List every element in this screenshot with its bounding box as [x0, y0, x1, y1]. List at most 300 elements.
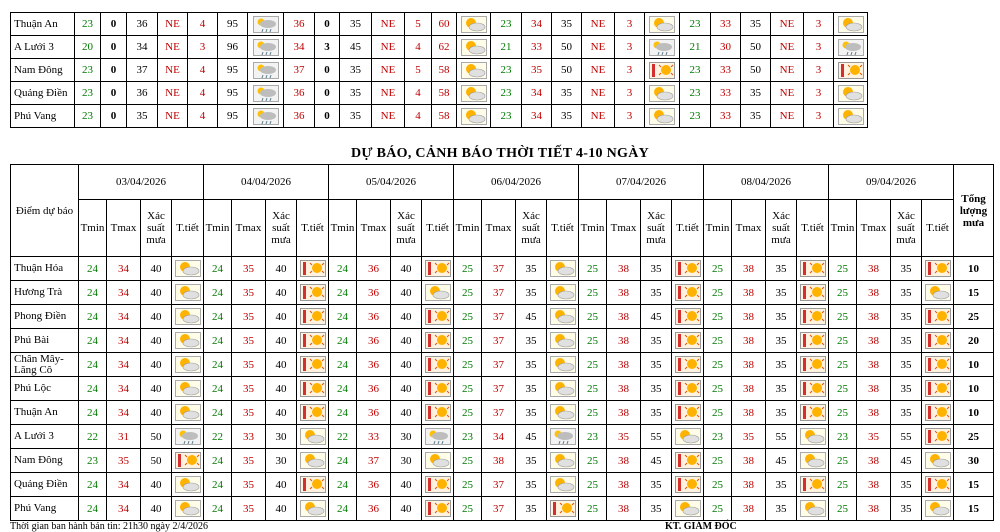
- table-row: [11, 377, 994, 401]
- tmin-value: 23: [704, 425, 732, 449]
- tmax-value: 38: [732, 473, 766, 497]
- tmin-value: 25: [704, 329, 732, 353]
- rain-probability: 45: [766, 449, 797, 473]
- tmax-value: 35: [232, 449, 266, 473]
- rain-probability: 55: [641, 425, 672, 449]
- weather-icon-cell: [922, 305, 954, 329]
- weather-icon-cell: [297, 329, 329, 353]
- weather-icon-cell: [297, 473, 329, 497]
- date-header: 06/04/2026: [454, 165, 579, 200]
- sun-cloud-icon: [838, 85, 864, 102]
- weather-icon-cell: [248, 13, 284, 36]
- tmax-value: 38: [857, 353, 891, 377]
- rain-probability: 50: [141, 449, 172, 473]
- sun-cloud-icon: [550, 380, 576, 397]
- rain-probability: 35: [891, 257, 922, 281]
- cloud-rain-icon: [253, 62, 279, 79]
- total-rain-value: 10: [954, 257, 994, 281]
- wind-speed: 3: [188, 36, 218, 59]
- cloud-rain-icon: [253, 85, 279, 102]
- tmax-value: 33: [232, 425, 266, 449]
- tmin-subheader: Tmin: [579, 200, 607, 257]
- pop-subheader: Xác suất mưa: [391, 200, 422, 257]
- pop-subheader: Xác suất mưa: [766, 200, 797, 257]
- weather-icon-cell: [922, 377, 954, 401]
- tmax-value: 33: [357, 425, 391, 449]
- tmin-value: 25: [454, 353, 482, 377]
- hot-icon: [800, 284, 826, 301]
- sun-cloud-icon: [175, 404, 201, 421]
- tmax-value: 38: [732, 257, 766, 281]
- weather-icon-cell: [248, 59, 284, 82]
- hot-icon: [675, 284, 701, 301]
- tmin-value: 25: [579, 473, 607, 497]
- wind-speed: 3: [615, 13, 645, 36]
- value: 35: [552, 13, 582, 36]
- tmin-value: 25: [829, 257, 857, 281]
- rain-probability: 35: [641, 473, 672, 497]
- tmin-value: 25: [579, 257, 607, 281]
- sun-cloud-icon: [175, 476, 201, 493]
- station-name: Phú Vang: [11, 497, 79, 521]
- tmax-value: 37: [482, 305, 516, 329]
- total-rain-value: 20: [954, 329, 994, 353]
- tmax-value: 38: [607, 497, 641, 521]
- hot-icon: [300, 284, 326, 301]
- weather-icon-cell: [922, 449, 954, 473]
- tmin-value: 25: [579, 497, 607, 521]
- weather-icon-cell: [248, 105, 284, 128]
- rain-probability: 45: [641, 449, 672, 473]
- tmin-value: 23: [680, 13, 711, 36]
- wind-direction: NE: [771, 13, 804, 36]
- wind-direction: NE: [582, 59, 615, 82]
- tmin-value: 25: [829, 401, 857, 425]
- wind-speed: 4: [188, 105, 218, 128]
- hot-icon: [675, 356, 701, 373]
- tmin-value: 23: [75, 82, 101, 105]
- tmin-value: 25: [704, 305, 732, 329]
- tmax-value: 35: [232, 281, 266, 305]
- tmax-value: 36: [284, 82, 315, 105]
- tmax-value: 38: [732, 497, 766, 521]
- wx-subheader: T.tiết: [297, 200, 329, 257]
- tmin-value: 24: [79, 353, 107, 377]
- weather-icon-cell: [547, 353, 579, 377]
- hot-icon: [175, 452, 201, 469]
- tmin-value: 24: [79, 305, 107, 329]
- hot-icon: [675, 404, 701, 421]
- hot-icon: [300, 356, 326, 373]
- wind-speed: 3: [615, 82, 645, 105]
- date-header: 09/04/2026: [829, 165, 954, 200]
- tmax-value: 37: [482, 281, 516, 305]
- tmax-value: 37: [482, 377, 516, 401]
- value: 50: [741, 36, 771, 59]
- tmax-value: 36: [357, 353, 391, 377]
- tmax-value: 38: [732, 281, 766, 305]
- sun-cloud-icon: [550, 260, 576, 277]
- weather-icon-cell: [172, 257, 204, 281]
- total-rain-value: 15: [954, 473, 994, 497]
- rain-probability: 35: [766, 377, 797, 401]
- tmin-value: 24: [329, 353, 357, 377]
- weather-icon-cell: [797, 449, 829, 473]
- value: 50: [552, 59, 582, 82]
- tmax-value: 38: [607, 353, 641, 377]
- tmax-value: 30: [711, 36, 741, 59]
- rain-probability: 40: [391, 377, 422, 401]
- value: 34: [127, 36, 158, 59]
- tmin-value: 24: [79, 281, 107, 305]
- hot-icon: [925, 404, 951, 421]
- weather-icon-cell: [645, 36, 680, 59]
- weather-icon-cell: [422, 281, 454, 305]
- tmax-value: 37: [482, 257, 516, 281]
- weather-icon-cell: [922, 353, 954, 377]
- tmin-value: 25: [454, 377, 482, 401]
- rain-probability: 45: [516, 305, 547, 329]
- tmin-value: 22: [79, 425, 107, 449]
- value: 36: [127, 82, 158, 105]
- total-rain-header: Tổng lượng mưa: [954, 165, 994, 257]
- rain-value: 0: [315, 105, 340, 128]
- tmax-value: 37: [284, 59, 315, 82]
- rain-probability: 40: [391, 401, 422, 425]
- tmax-value: 38: [607, 473, 641, 497]
- weather-icon-cell: [457, 105, 491, 128]
- tmin-value: 20: [75, 36, 101, 59]
- sun-cloud-icon: [300, 452, 326, 469]
- table-row: [11, 449, 994, 473]
- weather-icon-cell: [672, 425, 704, 449]
- tmax-value: 35: [232, 377, 266, 401]
- sun-cloud-icon: [675, 428, 701, 445]
- hot-icon: [925, 476, 951, 493]
- weather-icon-cell: [422, 401, 454, 425]
- station-name: Thuận An: [11, 13, 75, 36]
- tmin-value: 25: [454, 473, 482, 497]
- humidity: 58: [432, 105, 457, 128]
- tmin-value: 25: [579, 449, 607, 473]
- rain-probability: 35: [641, 497, 672, 521]
- total-rain-value: 15: [954, 281, 994, 305]
- rain-probability: 40: [266, 401, 297, 425]
- tmin-value: 23: [680, 82, 711, 105]
- weather-icon-cell: [297, 353, 329, 377]
- weather-icon-cell: [422, 257, 454, 281]
- rain-probability: 35: [516, 473, 547, 497]
- table-row: [11, 329, 994, 353]
- value: 35: [552, 105, 582, 128]
- sun-cloud-icon: [550, 452, 576, 469]
- weather-icon-cell: [672, 377, 704, 401]
- weather-icon-cell: [672, 281, 704, 305]
- weather-icon-cell: [672, 497, 704, 521]
- value: 35: [340, 105, 372, 128]
- tmin-value: 24: [79, 329, 107, 353]
- weather-icon-cell: [797, 401, 829, 425]
- station-name: Phú Lộc: [11, 377, 79, 401]
- tmax-value: 34: [107, 497, 141, 521]
- tmax-value: 36: [357, 257, 391, 281]
- wind-direction: NE: [771, 105, 804, 128]
- tmin-subheader: Tmin: [329, 200, 357, 257]
- rain-probability: 35: [516, 329, 547, 353]
- weather-icon-cell: [297, 281, 329, 305]
- hot-icon: [925, 428, 951, 445]
- tmax-value: 37: [482, 401, 516, 425]
- hot-icon: [925, 356, 951, 373]
- tmax-value: 38: [607, 305, 641, 329]
- tmin-value: 23: [579, 425, 607, 449]
- weather-icon-cell: [422, 353, 454, 377]
- hot-icon: [800, 356, 826, 373]
- tmin-value: 24: [329, 473, 357, 497]
- tmin-value: 23: [491, 82, 522, 105]
- pop-subheader: Xác suất mưa: [891, 200, 922, 257]
- sun-cloud-icon: [675, 500, 701, 517]
- tmax-value: 38: [607, 449, 641, 473]
- tmax-value: 38: [857, 329, 891, 353]
- tmin-value: 25: [829, 377, 857, 401]
- rain-probability: 40: [141, 497, 172, 521]
- rain-probability: 40: [391, 257, 422, 281]
- rain-probability: 30: [391, 449, 422, 473]
- rain-probability: 40: [141, 377, 172, 401]
- wind-speed: 4: [405, 36, 432, 59]
- hot-icon: [300, 308, 326, 325]
- hot-icon: [800, 260, 826, 277]
- rain-probability: 40: [266, 497, 297, 521]
- tmax-value: 35: [607, 425, 641, 449]
- station-name: Phú Vang: [11, 105, 75, 128]
- tmin-subheader: Tmin: [79, 200, 107, 257]
- sun-cloud-icon: [175, 308, 201, 325]
- hot-icon: [425, 332, 451, 349]
- weather-icon-cell: [547, 473, 579, 497]
- wind-direction: NE: [158, 105, 188, 128]
- station-name: Phú Bài: [11, 329, 79, 353]
- wind-speed: 4: [405, 105, 432, 128]
- sun-cloud-icon: [800, 500, 826, 517]
- tmin-value: 25: [829, 473, 857, 497]
- tmax-value: 37: [482, 473, 516, 497]
- rain-probability: 40: [141, 305, 172, 329]
- weather-icon-cell: [547, 449, 579, 473]
- tmax-value: 38: [607, 401, 641, 425]
- sun-cloud-icon: [800, 428, 826, 445]
- weather-icon-cell: [172, 425, 204, 449]
- weather-icon-cell: [672, 257, 704, 281]
- hot-icon: [425, 308, 451, 325]
- tmin-value: 25: [454, 257, 482, 281]
- rain-value: 0: [101, 36, 127, 59]
- humidity: 58: [432, 82, 457, 105]
- sun-cloud-icon: [300, 428, 326, 445]
- date-header: 07/04/2026: [579, 165, 704, 200]
- weather-icon-cell: [834, 82, 868, 105]
- tmin-value: 25: [454, 449, 482, 473]
- rain-probability: 35: [641, 353, 672, 377]
- hot-icon: [925, 380, 951, 397]
- tmin-value: 23: [680, 105, 711, 128]
- value: 50: [552, 36, 582, 59]
- hot-icon: [800, 404, 826, 421]
- rain-probability: 35: [516, 401, 547, 425]
- weather-icon-cell: [922, 401, 954, 425]
- table-row: [11, 82, 868, 105]
- sun-cloud-icon: [925, 284, 951, 301]
- weather-icon-cell: [834, 13, 868, 36]
- tmax-subheader: Tmax: [232, 200, 266, 257]
- weather-icon-cell: [457, 82, 491, 105]
- tmin-value: 25: [579, 305, 607, 329]
- rain-probability: 55: [766, 425, 797, 449]
- tmax-value: 37: [482, 329, 516, 353]
- rain-value: 0: [315, 59, 340, 82]
- tmin-value: 24: [79, 497, 107, 521]
- tmax-value: 35: [522, 59, 552, 82]
- rain-probability: 45: [891, 449, 922, 473]
- hot-icon: [425, 500, 451, 517]
- value: 35: [340, 13, 372, 36]
- rain-probability: 35: [766, 281, 797, 305]
- table-row: [11, 59, 868, 82]
- tmax-value: 34: [522, 13, 552, 36]
- tmin-value: 24: [79, 257, 107, 281]
- sun-cloud-icon: [800, 452, 826, 469]
- rain-probability: 35: [891, 329, 922, 353]
- tmin-value: 25: [704, 401, 732, 425]
- wx-subheader: T.tiết: [172, 200, 204, 257]
- weather-icon-cell: [457, 13, 491, 36]
- wind-direction: NE: [582, 13, 615, 36]
- sun-cloud-icon: [175, 500, 201, 517]
- weather-icon-cell: [422, 473, 454, 497]
- rain-value: 0: [315, 13, 340, 36]
- total-rain-value: 25: [954, 425, 994, 449]
- tmin-value: 25: [829, 305, 857, 329]
- weather-icon-cell: [645, 13, 680, 36]
- rain-probability: 35: [891, 281, 922, 305]
- tmax-value: 34: [107, 473, 141, 497]
- tmin-value: 23: [454, 425, 482, 449]
- humidity: 95: [218, 82, 248, 105]
- sun-cloud-icon: [550, 404, 576, 421]
- hot-icon: [675, 260, 701, 277]
- rain-probability: 50: [141, 425, 172, 449]
- weather-icon-cell: [172, 401, 204, 425]
- wind-direction: NE: [372, 36, 405, 59]
- value: 50: [741, 59, 771, 82]
- tmin-value: 25: [704, 449, 732, 473]
- weather-icon-cell: [645, 105, 680, 128]
- weather-icon-cell: [797, 329, 829, 353]
- hot-icon: [675, 308, 701, 325]
- table-row: [11, 353, 994, 377]
- sun-cloud-icon: [461, 108, 487, 125]
- pop-subheader: Xác suất mưa: [266, 200, 297, 257]
- humidity: 58: [432, 59, 457, 82]
- hot-icon: [649, 62, 675, 79]
- tmax-value: 36: [357, 473, 391, 497]
- weather-icon-cell: [922, 329, 954, 353]
- weather-icon-cell: [248, 82, 284, 105]
- pop-subheader: Xác suất mưa: [516, 200, 547, 257]
- rain-probability: 35: [516, 377, 547, 401]
- wind-speed: 4: [405, 82, 432, 105]
- tmin-value: 24: [204, 401, 232, 425]
- rain-probability: 35: [516, 353, 547, 377]
- weather-icon-cell: [834, 59, 868, 82]
- tmax-value: 34: [284, 36, 315, 59]
- rain-probability: 40: [266, 257, 297, 281]
- tmin-value: 23: [75, 59, 101, 82]
- hot-icon: [800, 332, 826, 349]
- tmax-value: 34: [522, 82, 552, 105]
- weather-icon-cell: [645, 59, 680, 82]
- tmin-value: 25: [579, 377, 607, 401]
- wind-speed: 5: [405, 13, 432, 36]
- tmin-value: 23: [829, 425, 857, 449]
- rain-probability: 35: [891, 401, 922, 425]
- tmax-value: 36: [357, 281, 391, 305]
- rain-probability: 40: [141, 353, 172, 377]
- table-row: [11, 425, 994, 449]
- wind-direction: NE: [158, 36, 188, 59]
- tmin-value: 23: [75, 105, 101, 128]
- hot-icon: [425, 476, 451, 493]
- hot-icon: [925, 308, 951, 325]
- rain-probability: 40: [391, 497, 422, 521]
- rain-probability: 40: [391, 281, 422, 305]
- rain-probability: 35: [766, 473, 797, 497]
- total-rain-value: 25: [954, 305, 994, 329]
- hot-icon: [425, 404, 451, 421]
- weather-icon-cell: [547, 377, 579, 401]
- tmax-value: 37: [357, 449, 391, 473]
- tmin-value: 21: [491, 36, 522, 59]
- cloud-rain-icon: [550, 428, 576, 445]
- tmin-value: 25: [829, 281, 857, 305]
- tmin-value: 24: [329, 497, 357, 521]
- tmin-value: 25: [454, 329, 482, 353]
- rain-probability: 40: [266, 281, 297, 305]
- wind-speed: 3: [804, 36, 834, 59]
- sun-cloud-icon: [461, 16, 487, 33]
- tmax-value: 38: [857, 449, 891, 473]
- sun-cloud-icon: [550, 332, 576, 349]
- rain-probability: 40: [266, 305, 297, 329]
- tmax-value: 36: [284, 13, 315, 36]
- rain-probability: 40: [266, 329, 297, 353]
- rain-value: 0: [101, 82, 127, 105]
- tmin-value: 24: [204, 353, 232, 377]
- weather-icon-cell: [547, 401, 579, 425]
- tmax-value: 36: [357, 401, 391, 425]
- rain-probability: 40: [141, 401, 172, 425]
- tmax-value: 33: [711, 59, 741, 82]
- total-rain-value: 10: [954, 377, 994, 401]
- wind-speed: 3: [804, 59, 834, 82]
- wind-direction: NE: [158, 59, 188, 82]
- tmax-value: 38: [732, 329, 766, 353]
- value: 35: [340, 82, 372, 105]
- tmin-subheader: Tmin: [204, 200, 232, 257]
- tmax-subheader: Tmax: [482, 200, 516, 257]
- issue-time-note: Thời gian ban hành bản tin: 21h30 ngày 2/4/2026: [10, 521, 209, 532]
